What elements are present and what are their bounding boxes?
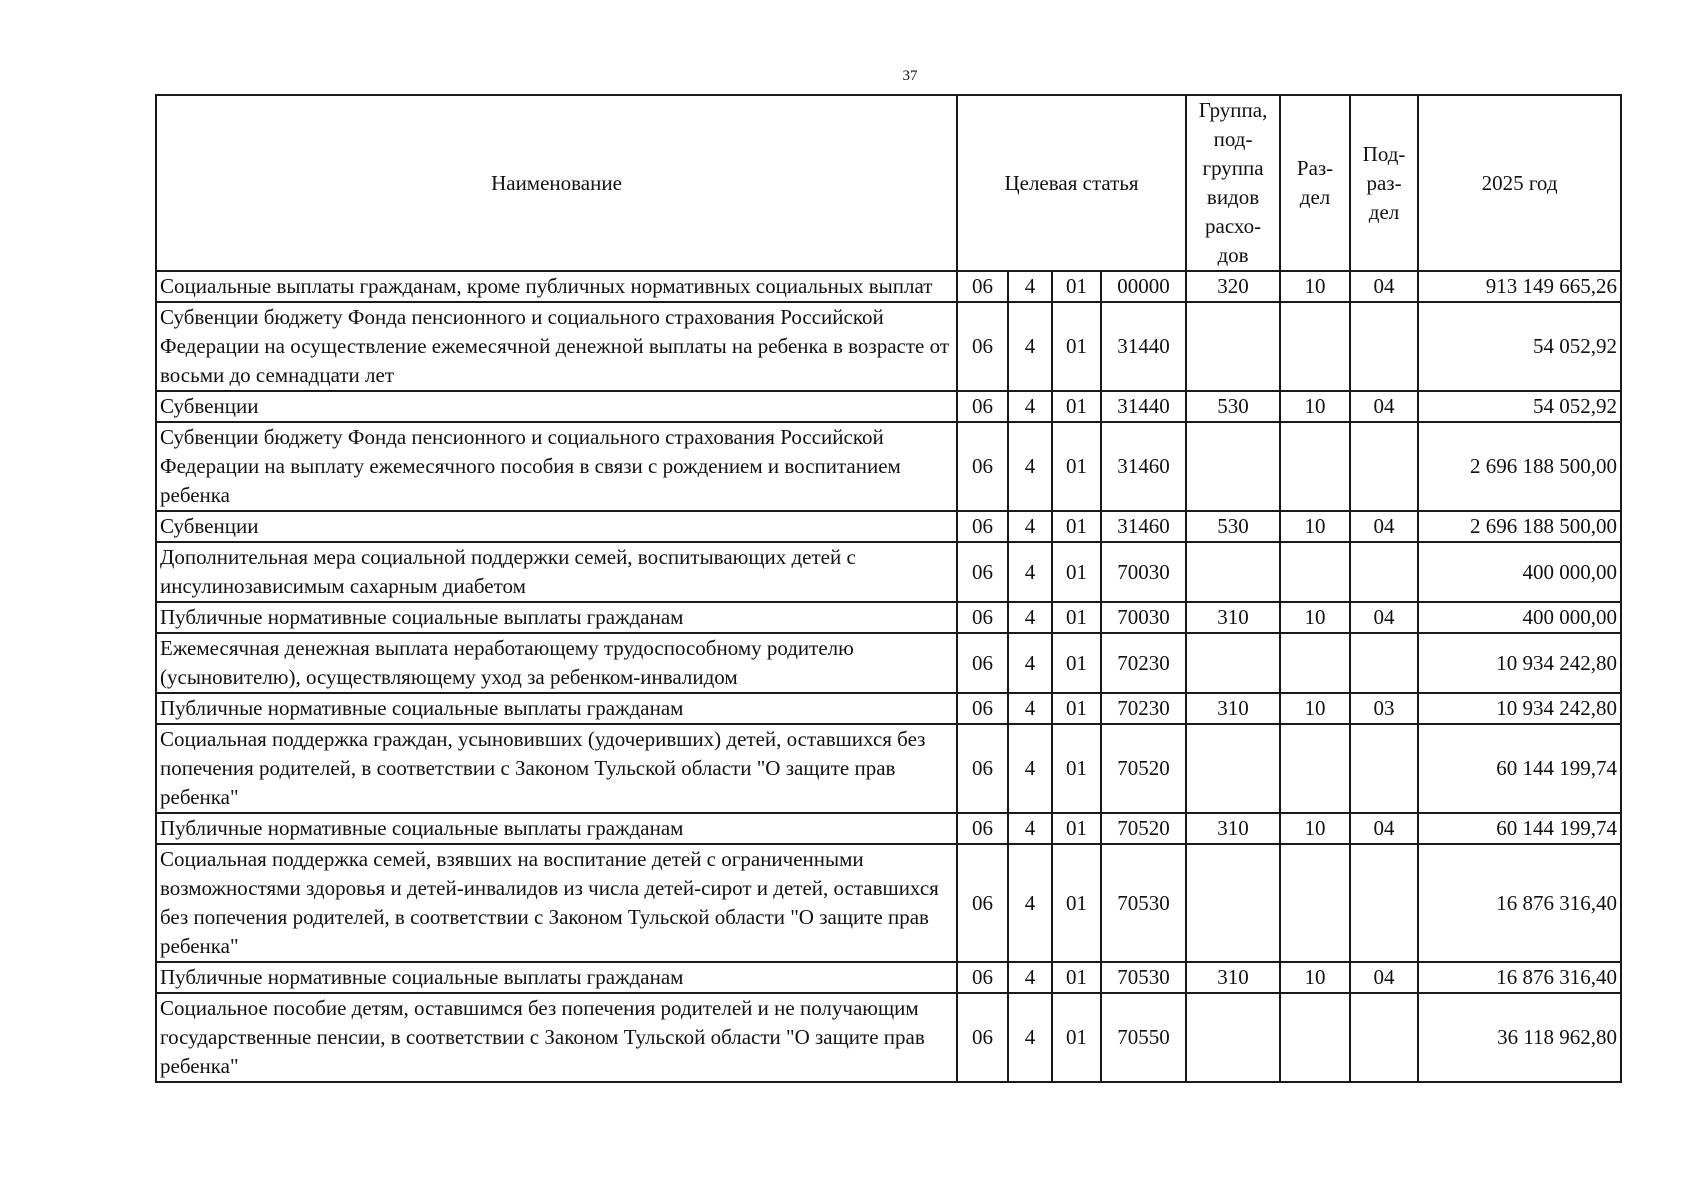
row-subprogram-code: 4 [1008,693,1052,724]
row-subprogram-code: 4 [1008,511,1052,542]
row-amount: 36 118 962,80 [1418,993,1621,1082]
row-section [1280,542,1350,602]
row-section [1280,422,1350,511]
row-amount: 10 934 242,80 [1418,633,1621,693]
row-amount: 400 000,00 [1418,602,1621,633]
row-name: Социальные выплаты гражданам, кроме публичных нормативных социальных выплат [156,271,957,302]
row-expense-group: 320 [1186,271,1280,302]
row-section [1280,844,1350,962]
row-amount: 400 000,00 [1418,542,1621,602]
table-row [156,962,1621,993]
row-section [1280,724,1350,813]
row-name: Ежемесячная денежная выплата неработающему трудоспособному родителю (усыновителю), осуществляющему уход за ребенком-инвалидом [156,633,957,693]
row-expense-group [1186,844,1280,962]
row-section: 10 [1280,271,1350,302]
row-section [1280,302,1350,391]
row-amount: 913 149 665,26 [1418,271,1621,302]
row-subprogram-code: 4 [1008,962,1052,993]
row-main-measure-code: 01 [1052,391,1101,422]
row-subsection [1350,633,1418,693]
row-expense-group: 310 [1186,813,1280,844]
row-name: Социальная поддержка граждан, усыновивших (удочеривших) детей, оставшихся без попечения родителей, в соответствии с Законом Тульской области "О защите прав ребенка" [156,724,957,813]
row-program-code: 06 [957,813,1008,844]
row-subprogram-code: 4 [1008,271,1052,302]
row-main-measure-code: 01 [1052,271,1101,302]
row-subprogram-code: 4 [1008,542,1052,602]
row-main-measure-code: 01 [1052,813,1101,844]
row-direction-code: 70520 [1101,813,1186,844]
row-expense-group: 310 [1186,962,1280,993]
row-main-measure-code: 01 [1052,633,1101,693]
row-section [1280,633,1350,693]
row-main-measure-code: 01 [1052,511,1101,542]
row-amount: 60 144 199,74 [1418,724,1621,813]
header-subsection: Под-раз-дел [1350,95,1418,271]
row-section: 10 [1280,962,1350,993]
row-subprogram-code: 4 [1008,602,1052,633]
row-subsection [1350,542,1418,602]
row-main-measure-code: 01 [1052,693,1101,724]
table-header-row [156,95,1621,271]
row-program-code: 06 [957,602,1008,633]
row-main-measure-code: 01 [1052,542,1101,602]
row-expense-group: 530 [1186,391,1280,422]
row-direction-code: 31440 [1101,391,1186,422]
row-expense-group [1186,422,1280,511]
row-name: Публичные нормативные социальные выплаты гражданам [156,693,957,724]
page-number: 37 [902,68,918,84]
table-row [156,693,1621,724]
budget-table [155,94,1622,1083]
row-program-code: 06 [957,511,1008,542]
row-program-code: 06 [957,542,1008,602]
row-subprogram-code: 4 [1008,844,1052,962]
table-row [156,724,1621,813]
row-subsection: 04 [1350,813,1418,844]
row-program-code: 06 [957,271,1008,302]
row-direction-code: 70530 [1101,962,1186,993]
row-subsection [1350,724,1418,813]
row-name: Субвенции [156,511,957,542]
row-direction-code: 70530 [1101,844,1186,962]
row-subsection [1350,422,1418,511]
row-program-code: 06 [957,993,1008,1082]
row-main-measure-code: 01 [1052,302,1101,391]
row-program-code: 06 [957,302,1008,391]
row-program-code: 06 [957,391,1008,422]
row-direction-code: 31460 [1101,511,1186,542]
row-subprogram-code: 4 [1008,302,1052,391]
row-direction-code: 70550 [1101,993,1186,1082]
row-expense-group [1186,542,1280,602]
row-direction-code: 70230 [1101,633,1186,693]
row-section: 10 [1280,813,1350,844]
row-expense-group: 310 [1186,693,1280,724]
row-main-measure-code: 01 [1052,962,1101,993]
row-name: Субвенции бюджету Фонда пенсионного и социального страхования Российской Федерации на осуществление ежемесячной денежной выплаты на ребенка в возрасте от восьми до семнадцати лет [156,302,957,391]
table-row [156,813,1621,844]
table-row [156,602,1621,633]
row-expense-group: 310 [1186,602,1280,633]
row-subprogram-code: 4 [1008,813,1052,844]
row-name: Публичные нормативные социальные выплаты гражданам [156,813,957,844]
row-amount: 54 052,92 [1418,391,1621,422]
row-name: Социальное пособие детям, оставшимся без попечения родителей и не получающим государственные пенсии, в соответствии с Законом Тульской области "О защите прав ребенка" [156,993,957,1082]
table-row [156,633,1621,693]
table-row [156,542,1621,602]
row-name: Публичные нормативные социальные выплаты гражданам [156,602,957,633]
row-main-measure-code: 01 [1052,422,1101,511]
row-amount: 10 934 242,80 [1418,693,1621,724]
row-amount: 16 876 316,40 [1418,844,1621,962]
row-expense-group [1186,724,1280,813]
row-amount: 2 696 188 500,00 [1418,422,1621,511]
row-subsection: 04 [1350,271,1418,302]
table-row [156,993,1621,1082]
header-year: 2025 год [1418,95,1621,271]
table-row [156,511,1621,542]
row-expense-group [1186,993,1280,1082]
table-row [156,422,1621,511]
row-subprogram-code: 4 [1008,422,1052,511]
row-main-measure-code: 01 [1052,844,1101,962]
table-row [156,302,1621,391]
row-main-measure-code: 01 [1052,993,1101,1082]
row-section: 10 [1280,511,1350,542]
row-subprogram-code: 4 [1008,391,1052,422]
row-name: Субвенции [156,391,957,422]
row-section: 10 [1280,693,1350,724]
row-section [1280,993,1350,1082]
row-subsection: 04 [1350,962,1418,993]
row-amount: 54 052,92 [1418,302,1621,391]
row-name: Публичные нормативные социальные выплаты гражданам [156,962,957,993]
row-direction-code: 70030 [1101,602,1186,633]
table-row [156,844,1621,962]
row-amount: 16 876 316,40 [1418,962,1621,993]
row-program-code: 06 [957,693,1008,724]
row-subsection: 04 [1350,602,1418,633]
row-section: 10 [1280,602,1350,633]
header-name: Наименование [156,95,957,271]
row-subsection: 03 [1350,693,1418,724]
row-subsection: 04 [1350,511,1418,542]
row-amount: 2 696 188 500,00 [1418,511,1621,542]
row-name: Социальная поддержка семей, взявших на воспитание детей с ограниченными возможностями здоровья и детей-инвалидов из числа детей-сирот и детей, оставшихся без попечения родителей, в соответствии с Законом Тульской области "О защите прав ребенка" [156,844,957,962]
row-expense-group [1186,633,1280,693]
header-expense-group: Группа, под-группа видов расхо-дов [1186,95,1280,271]
row-direction-code: 70230 [1101,693,1186,724]
row-direction-code: 70520 [1101,724,1186,813]
row-program-code: 06 [957,633,1008,693]
row-main-measure-code: 01 [1052,602,1101,633]
row-subprogram-code: 4 [1008,633,1052,693]
row-name: Субвенции бюджету Фонда пенсионного и социального страхования Российской Федерации на выплату ежемесячного пособия в связи с рождением и воспитанием ребенка [156,422,957,511]
row-main-measure-code: 01 [1052,724,1101,813]
row-program-code: 06 [957,844,1008,962]
row-name: Дополнительная мера социальной поддержки семей, воспитывающих детей с инсулинозависимым сахарным диабетом [156,542,957,602]
row-amount: 60 144 199,74 [1418,813,1621,844]
row-subsection [1350,302,1418,391]
header-section: Раз-дел [1280,95,1350,271]
row-direction-code: 00000 [1101,271,1186,302]
header-target-article: Целевая статья [957,95,1186,271]
table-row [156,271,1621,302]
row-program-code: 06 [957,962,1008,993]
row-direction-code: 31460 [1101,422,1186,511]
row-program-code: 06 [957,724,1008,813]
table-row [156,391,1621,422]
row-subsection [1350,844,1418,962]
row-subsection: 04 [1350,391,1418,422]
row-expense-group: 530 [1186,511,1280,542]
row-section: 10 [1280,391,1350,422]
row-program-code: 06 [957,422,1008,511]
row-direction-code: 31440 [1101,302,1186,391]
row-expense-group [1186,302,1280,391]
row-subsection [1350,993,1418,1082]
row-direction-code: 70030 [1101,542,1186,602]
row-subprogram-code: 4 [1008,993,1052,1082]
row-subprogram-code: 4 [1008,724,1052,813]
